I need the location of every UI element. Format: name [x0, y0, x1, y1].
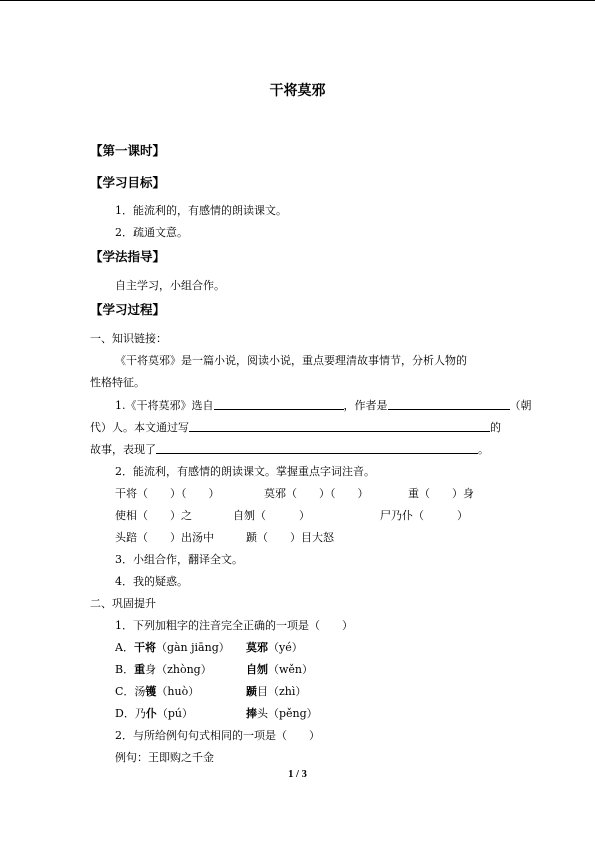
- page-top-rule: [0, 0, 595, 1]
- bold-character: 踬: [246, 685, 257, 698]
- example-sentence: 例句：王即购之千金: [115, 751, 214, 764]
- question-3: 3．小组合作，翻译全文。: [115, 553, 243, 566]
- option-letter: D．乃: [115, 707, 146, 720]
- pronunciation-item: 踬（ ）目大怒: [246, 531, 334, 544]
- bold-character: 莫邪: [246, 641, 268, 654]
- q1-text: 1.《干将莫邪》选自: [115, 399, 214, 412]
- intro-paragraph-line2: 性格特征。: [90, 376, 145, 389]
- pronunciation-item: 重（ ）身: [408, 487, 474, 500]
- pinyin: （gàn jiāng）: [155, 641, 230, 654]
- fill-blank-source[interactable]: [214, 398, 344, 410]
- mc-option-a: [115, 641, 230, 655]
- fill-blank-author[interactable]: [388, 398, 510, 410]
- method-text: 自主学习，小组合作。: [115, 279, 225, 292]
- bold-character: 重: [134, 663, 146, 676]
- mc-option-b-second: [246, 663, 313, 677]
- question-1-line2: [90, 420, 501, 435]
- pinyin: （huò）: [156, 685, 200, 698]
- q1-text: 代）人。本文通过写: [90, 421, 189, 434]
- pronunciation-item: 头踣（ ）出汤中: [115, 531, 214, 544]
- pronunciation-item: 使相（ ）之: [115, 509, 192, 522]
- section-heading-lesson1: 【第一课时】: [90, 143, 166, 158]
- mc-option-c: [115, 685, 199, 699]
- bold-character: 干将: [133, 641, 156, 654]
- pinyin: 身（zhòng）: [145, 663, 212, 676]
- pronunciation-item: 自刎（ ）: [233, 509, 310, 522]
- document-title: 干将莫邪: [269, 83, 326, 99]
- part1-heading: 一、知识链接：: [90, 332, 167, 345]
- goal-item: 1．能流利的，有感情的朗读课文。: [115, 204, 287, 217]
- pinyin: （wěn）: [268, 663, 314, 676]
- mc-option-d: [115, 707, 193, 721]
- mc-option-d-second: [246, 707, 318, 721]
- goal-item: 2．疏通文意。: [115, 226, 188, 239]
- pinyin: 目（zhì）: [257, 685, 307, 698]
- fill-blank-theme[interactable]: [156, 442, 478, 454]
- question-1-line3: [90, 442, 489, 457]
- mc-question-2-stem: 2．与所给例句句式相同的一项是（ ）: [115, 729, 320, 742]
- q1-text: 的: [490, 421, 501, 434]
- q1-text: 。: [478, 443, 489, 456]
- mc-option-a-second: [246, 641, 303, 655]
- pronunciation-item: 尸乃仆（ ）: [380, 509, 468, 522]
- bold-character: 仆: [145, 707, 157, 720]
- fill-blank-content[interactable]: [189, 420, 490, 432]
- part2-heading: 二、巩固提升: [90, 597, 156, 610]
- option-letter: C．汤: [115, 685, 146, 698]
- mc-option-c-second: [246, 685, 306, 699]
- q1-text: ，作者是: [343, 399, 388, 412]
- question-1-line1: [115, 398, 532, 413]
- question-2: 2．能流利，有感情的朗读课文。掌握重点字词注音。: [115, 465, 375, 478]
- mc-option-b: [115, 663, 212, 677]
- pinyin: （yé）: [268, 641, 303, 654]
- bold-character: 捧: [246, 707, 257, 720]
- pronunciation-item: 莫邪（ ）（ ）: [264, 487, 369, 500]
- bold-character: 自刎: [246, 663, 268, 676]
- page-number: 1 / 3: [288, 769, 307, 780]
- intro-paragraph-line1: 《干将莫邪》是一篇小说，阅读小说，重点要理清故事情节，分析人物的: [115, 354, 467, 367]
- q1-text: （朝: [509, 399, 532, 412]
- question-4: 4．我的疑惑。: [115, 575, 188, 588]
- pinyin: （pú）: [156, 707, 193, 720]
- pinyin: 头（pěng）: [257, 707, 318, 720]
- pronunciation-item: 干将（ ）（ ）: [115, 487, 220, 500]
- option-letter: B．: [115, 663, 135, 676]
- bold-character: 镬: [145, 685, 157, 698]
- section-heading-process: 【学习过程】: [90, 302, 166, 317]
- q1-text: 故事，表现了: [90, 443, 156, 456]
- mc-question-1-stem: 1．下列加粗字的注音完全正确的一项是（ ）: [115, 619, 353, 632]
- section-heading-goals: 【学习目标】: [90, 175, 166, 190]
- option-letter: A．: [115, 641, 134, 654]
- section-heading-method: 【学法指导】: [90, 249, 166, 264]
